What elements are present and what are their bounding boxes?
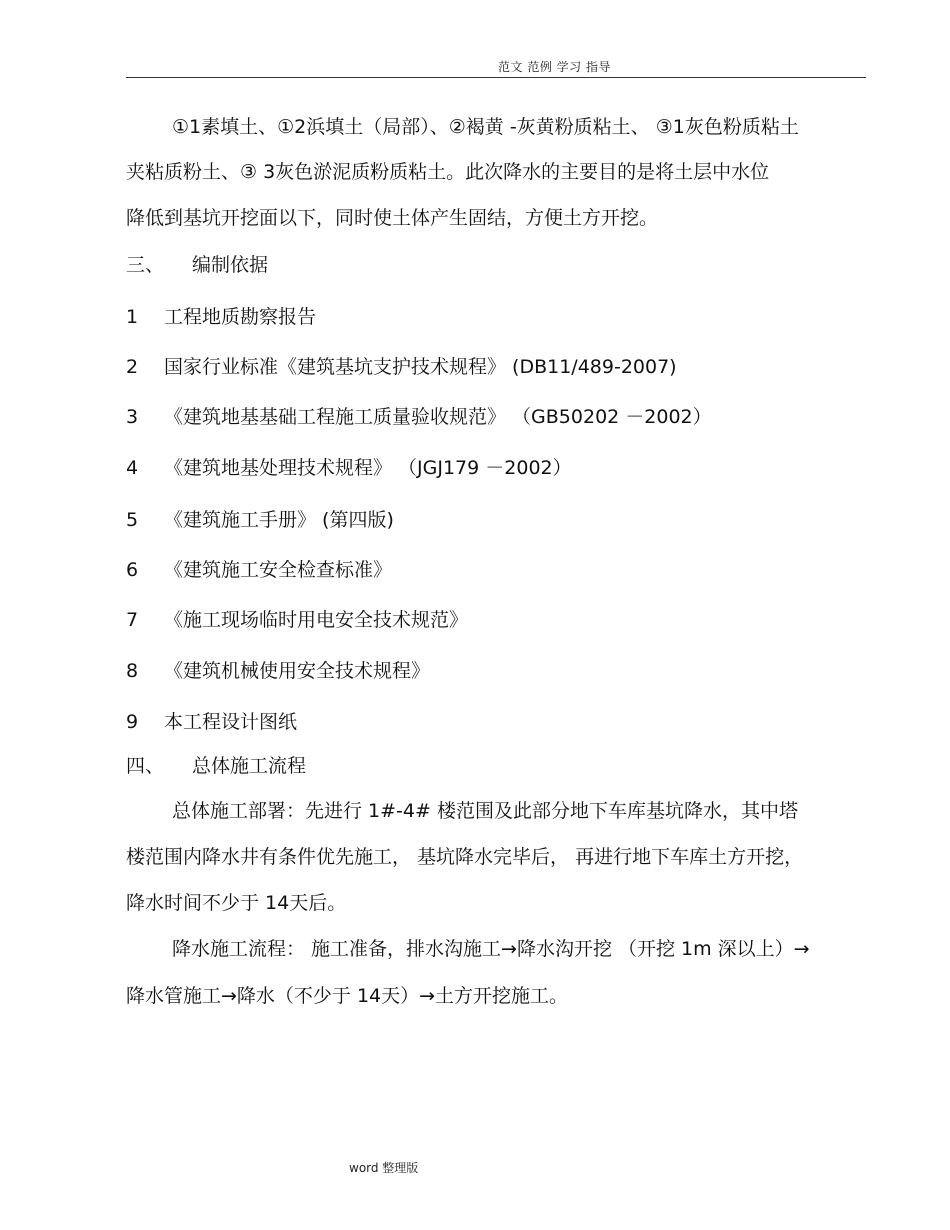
reference-item [126,405,712,429]
reference-text: 工程地质勘察报告 [164,306,317,328]
reference-item [126,305,316,329]
deploy-line-3: 降水时间不少于 14天后。 [126,892,347,914]
reference-number: 8 [126,660,139,682]
reference-item [126,710,297,734]
section-4-number: 四、 [126,755,165,777]
flow-line-2: 降水管施工→降水（不少于 14天）→土方开挖施工。 [126,985,569,1007]
deploy-line-1: 总体施工部署：先进行 1#-4# 楼范围及此部分地下车库基坑降水，其中塔 [172,800,798,822]
intro-line-2: 夹粘质粉土、③ 3灰色淤泥质粉质粘土。此次降水的主要目的是将土层中水位 [126,161,770,183]
section-4-heading [126,754,306,778]
reference-text: 《施工现场临时用电安全技术规范》 [164,609,469,631]
reference-text: 本工程设计图纸 [164,711,298,733]
reference-number: 2 [126,356,139,378]
page-footer: word 整理版 [349,1161,419,1175]
reference-item [126,558,392,582]
reference-item [126,508,394,532]
reference-item [126,456,572,480]
section-3-heading [126,253,268,277]
reference-item [126,608,468,632]
reference-text: 国家行业标准《建筑基坑支护技术规程》 (DB11/489-2007) [164,356,677,378]
reference-number: 7 [126,609,139,631]
section-3-number: 三、 [126,254,165,276]
reference-number: 9 [126,711,139,733]
intro-line-1: ①1素填土、①2浜填土（局部）、②褐黄 -灰黄粉质粘土、 ③1灰色粉质粘土 [172,116,799,138]
reference-number: 3 [126,406,139,428]
reference-item [126,659,430,683]
page-header: 范文 范例 学习 指导 [498,60,611,74]
reference-text: 《建筑施工安全检查标准》 [164,559,393,581]
reference-number: 1 [126,306,139,328]
reference-text: 《建筑地基处理技术规程》 （JGJ179 －2002） [164,457,572,479]
deploy-line-2: 楼范围内降水井有条件优先施工， 基坑降水完毕后， 再进行地下车库土方开挖， [126,846,804,868]
reference-number: 4 [126,457,139,479]
reference-text: 《建筑施工手册》 (第四版) [164,509,394,531]
reference-item [126,355,677,379]
header-rule [126,77,866,78]
reference-number: 5 [126,509,139,531]
reference-text: 《建筑地基基础工程施工质量验收规范》 （GB50202 －2002） [164,406,712,428]
section-4-title: 总体施工流程 [192,755,307,777]
reference-text: 《建筑机械使用安全技术规程》 [164,660,431,682]
flow-line-1: 降水施工流程： 施工准备，排水沟施工→降水沟开挖 （开挖 1m 深以上）→ [172,938,810,960]
reference-number: 6 [126,559,139,581]
section-3-title: 编制依据 [192,254,269,276]
intro-line-3: 降低到基坑开挖面以下，同时使土体产生固结，方便土方开挖。 [126,207,659,229]
